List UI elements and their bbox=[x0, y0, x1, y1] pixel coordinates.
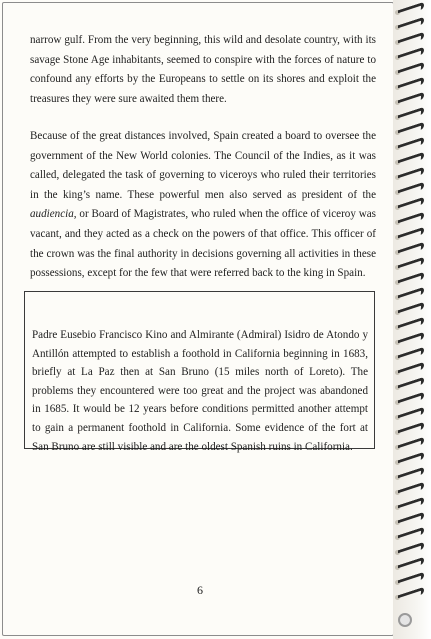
audiencia-term: audiencia bbox=[30, 208, 74, 221]
paragraph-text-a: the government of the New World colonies. The Council of the Indies, as it was called, delegated the task of governing to viceroys who ruled their territories in the king’s name. These powerful men also served as president of the bbox=[30, 130, 377, 201]
paragraph-narrow-gulf: narrow gulf. From the very beginning, this wild and desolate country, with its savage Stone Age inhabitants, seemed to conspire with the forces of nature to confound any efforts by the Europeans to settle on its shores and exploit the treasures they were sure awaited them there. bbox=[30, 34, 376, 105]
paragraph-lead-text: Because of the great distances involved, Spain created a board to oversee bbox=[30, 130, 360, 142]
binding-ring-end bbox=[398, 613, 412, 627]
sidebar-text: Padre Eusebio Francisco Kino and Almirante (Admiral) Isidro de Atondo y Antillón attempted to establish a foothold in California beginning in 1683, briefly at La Paz then at San Bruno (15 miles north of Loreto). The problems they encountered were too great and the project was abandoned in 1685. It would be 12 years before conditions permitted another attempt to gain a permanent foothold in California. Some evidence of the fort at San Bruno are still visible and are the oldest Spanish ruins in California. bbox=[32, 329, 368, 453]
paragraph-text-b: , or Board of Magistrates, who ruled when the office of viceroy was vacant, and they acted as a check on the powers of that office. This officer of the crown was the final authority in decisions governing all activities in these possessions, except for the few that were referred back to the king in Spain. bbox=[30, 208, 376, 280]
paragraph-council-of-indies bbox=[30, 127, 376, 284]
page-number: 6 bbox=[197, 583, 203, 597]
